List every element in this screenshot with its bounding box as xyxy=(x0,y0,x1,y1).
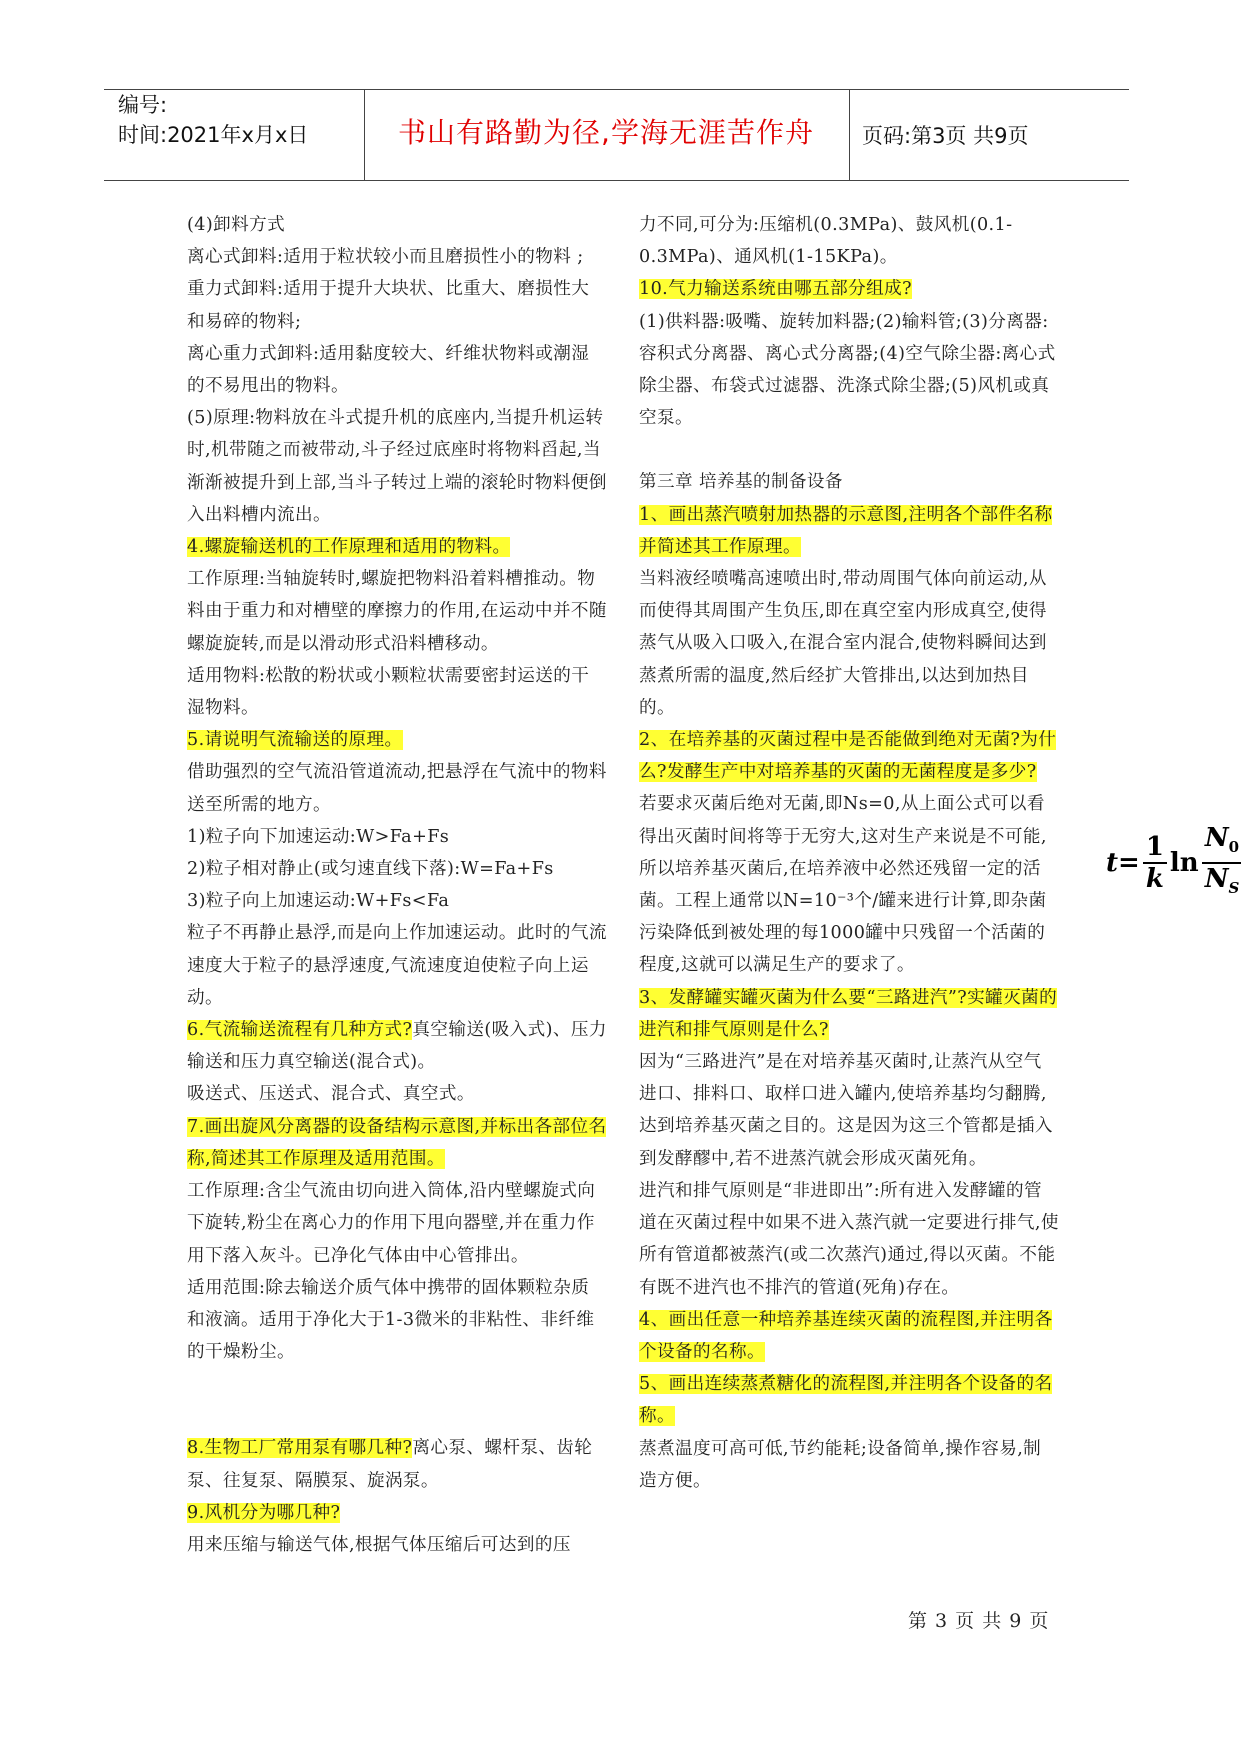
question-heading: 6.气流输送流程有几种方式?真空输送(吸入式)、压力输送和压力真空输送(混合式)。 xyxy=(187,1020,607,1073)
paragraph: 用来压缩与输送气体,根据气体压缩后可达到的压 xyxy=(187,1534,571,1555)
formula-frac2-denominator: $N_S$ xyxy=(1204,864,1240,898)
paragraph-spacer xyxy=(187,1368,607,1432)
paragraph: (1)供料器:吸嘴、旋转加料器;(2)输料管;(3)分离器:容积式分离器、离心式分离器;(4)空气除尘器:离心式除尘器、布袋式过滤器、洗涤式除尘器;(5)风机或真空泵。 xyxy=(639,311,1056,429)
paragraph: 重力式卸料:适用于提升大块状、比重大、磨损性大和易碎的物料; xyxy=(187,279,590,332)
page-footer: 第 3 页 共 9 页 xyxy=(908,1610,1050,1632)
header-motto: 书山有路勤为径,学海无涯苦作舟 xyxy=(398,116,814,149)
formula-frac1-numerator: 1 xyxy=(1143,832,1167,864)
formula-fraction-1 xyxy=(1143,832,1167,894)
paragraph: (4)卸料方式 xyxy=(187,215,286,235)
paragraph: 力不同,可分为:压缩机(0.3MPa)、鼓风机(0.1-0.3MPa)、通风机(1-15KPa)。 xyxy=(639,215,1013,268)
paragraph: 蒸煮温度可高可低,节约能耗;设备简单,操作容易,制造方便。 xyxy=(639,1438,1042,1491)
paragraph: (5)原理:物料放在斗式提升机的底座内,当提升机运转时,机带随之而被带动,斗子经过底座时将物料舀起,当渐渐被提升到上部,当斗子转过上端的滚轮时物料便倒入出料槽内流出。 xyxy=(187,408,607,525)
header-divider-left xyxy=(364,90,365,180)
paragraph: 借助强烈的空气流沿管道流动,把悬浮在气流中的物料送至所需的地方。 xyxy=(187,762,607,815)
header-page-label: 页码:第3页 共9页 xyxy=(862,124,1029,148)
paragraph: 吸送式、压送式、混合式、真空式。 xyxy=(187,1084,475,1105)
question-heading: 9.风机分为哪几种? xyxy=(187,1502,341,1523)
paragraph: 适用范围:除去输送介质气体中携带的固体颗粒杂质和液滴。适用于净化大于1-3微米的非粘性、非纤维的干燥粉尘。 xyxy=(187,1277,595,1363)
formula-frac1-denominator: k xyxy=(1145,864,1164,895)
question-heading: 5.请说明气流输送的原理。 xyxy=(187,730,403,751)
formula-equals: = xyxy=(1118,848,1140,879)
formula-ln: ln xyxy=(1169,848,1199,879)
formula-fraction-2 xyxy=(1202,823,1241,903)
question-heading: 4、画出任意一种培养基连续灭菌的流程图,并注明各个设备的名称。 xyxy=(639,1309,1053,1362)
question-heading: 8.生物工厂常用泵有哪几种?离心泵、螺杆泵、齿轮泵、往复泵、隔膜泵、旋涡泵。 xyxy=(187,1438,593,1491)
question-heading: 1、画出蒸汽喷射加热器的示意图,注明各个部件名称并简述其工作原理。 xyxy=(639,504,1053,557)
paragraph: 适用物料:松散的粉状或小颗粒状需要密封运送的干湿物料。 xyxy=(187,665,590,719)
question-heading: 10.气力输送系统由哪五部分组成? xyxy=(639,279,912,300)
right-column xyxy=(639,209,1059,1497)
paragraph: 3)粒子向上加速运动:W+Fs<Fa xyxy=(187,891,450,912)
paragraph: 粒子不再静止悬浮,而是向上作加速运动。此时的气流速度大于粒子的悬浮速度,气流速度迫使粒子向上运动。 xyxy=(187,923,607,1008)
paragraph: 因为“三路进汽”是在对培养基灭菌时,让蒸汽从空气进口、排料口、取样口进入罐内,使培养基均匀翻腾,达到培养基灭菌之目的。这是因为这三个管都是插入到发酵醪中,若不进蒸汽就会形成灭菌死角。 xyxy=(639,1052,1053,1169)
doc-time-label: 时间:2021年x月x日 xyxy=(118,123,309,147)
paragraph: 2)粒子相对静止(或匀速直线下落):W=Fa+Fs xyxy=(187,859,554,880)
paragraph: 若要求灭菌后绝对无菌,即Ns=0,从上面公式可以看得出灭菌时间将等于无穷大,这对生产来说是不可能,所以培养基灭菌后,在培养液中必然还残留一定的活菌。工程上通常以N=10⁻³个/罐来进行计算,即杂菌污染降低到被处理的每1000罐中只残留一个活菌的程度,这就可以满足生产的要求了。 xyxy=(639,794,1047,976)
paragraph: 工作原理:含尘气流由切向进入筒体,沿内壁螺旋式向下旋转,粉尘在离心力的作用下甩向器壁,并在重力作用下落入灰斗。已净化气体由中心管排出。 xyxy=(187,1181,596,1266)
paragraph: 第三章 培养基的制备设备 xyxy=(639,472,843,493)
header-bottom-rule xyxy=(104,180,1129,181)
header-divider-right xyxy=(849,90,850,180)
paragraph: 离心式卸料:适用于粒状较小而且磨损性小的物料 ; xyxy=(187,247,584,268)
question-heading: 7.画出旋风分离器的设备结构示意图,并标出各部位名称,简述其工作原理及适用范围。 xyxy=(187,1116,607,1169)
question-heading: 5、画出连续蒸煮糖化的流程图,并注明各个设备的名称。 xyxy=(639,1374,1053,1427)
paragraph: 进汽和排气原则是“非进即出”:所有进入发酵罐的管道在灭菌过程中如果不进入蒸汽就一定要进行排气,使所有管道都被蒸汽(或二次蒸汽)通过,得以灭菌。不能有既不进汽也不排汽的管道(死角)存在。 xyxy=(639,1180,1059,1298)
formula-frac2-numerator: $N_0$ xyxy=(1202,823,1241,864)
formula-lhs: t xyxy=(1106,848,1119,879)
question-heading: 2、在培养基的灭菌过程中是否能做到绝对无菌?为什么?发酵生产中对培养基的灭菌的无菌程度是多少? xyxy=(639,730,1057,783)
paragraph: 1)粒子向下加速运动:W>Fa+Fs xyxy=(187,826,450,847)
question-heading: 3、发酵罐实罐灭菌为什么要“三路进汽”?实罐灭菌的进汽和排气原则是什么? xyxy=(639,987,1058,1040)
doc-number-label: 编号: xyxy=(118,93,168,117)
paragraph: 离心重力式卸料:适用黏度较大、纤维状物料或潮湿的不易甩出的物料。 xyxy=(187,343,590,397)
paragraph: 当料液经喷嘴高速喷出时,带动周围气体向前运动,从而使得其周围产生负压,即在真空室内形成真空,使得蒸气从吸入口吸入,在混合室内混合,使物料瞬间达到蒸煮所需的温度,然后经扩大管排出,以达到加热目的。 xyxy=(639,569,1047,718)
header-meta xyxy=(118,90,308,150)
left-column xyxy=(187,209,607,1561)
question-heading: 4.螺旋输送机的工作原理和适用的物料。 xyxy=(187,537,511,558)
paragraph: 工作原理:当轴旋转时,螺旋把物料沿着料槽推动。物料由于重力和对槽壁的摩擦力的作用,在运动中并不随螺旋旋转,而是以滑动形式沿料槽移动。 xyxy=(187,569,607,654)
paragraph-spacer xyxy=(639,434,1059,466)
sterilization-formula xyxy=(1106,823,1241,903)
